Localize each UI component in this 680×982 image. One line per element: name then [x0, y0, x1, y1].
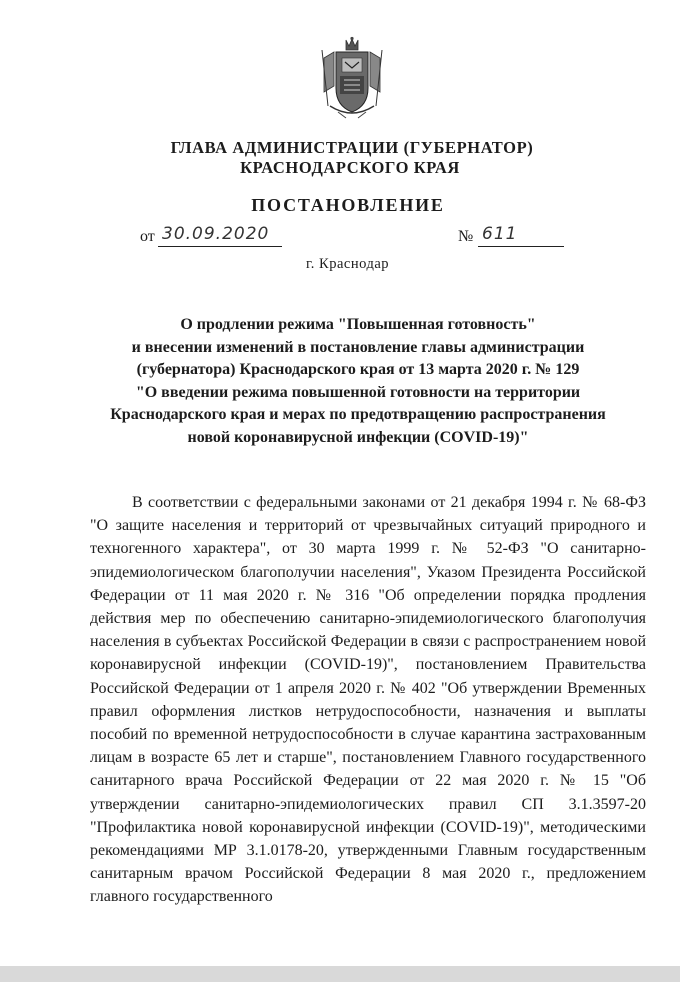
number-underline [478, 246, 564, 247]
handwritten-number: 611 [482, 224, 518, 244]
authority-heading: ГЛАВА АДМИНИСТРАЦИИ (ГУБЕРНАТОР) [170, 138, 534, 157]
title-line: О продлении режима "Повышенная готовность" [180, 316, 536, 333]
document-title [110, 314, 606, 450]
title-line: новой коронавирусной инфекции (COVID-19)" [187, 428, 529, 446]
document-type-heading: ПОСТАНОВЛЕНИЕ [251, 195, 445, 215]
body-paragraph: В соответствии с федеральными законами от 21 декабря 1994 г. № 68-ФЗ "О защите населения и территорий от чрезвычайных ситуаций природного и техногенного характера", от 30 марта 1999 г. № 52-ФЗ "О санитарно-эпидемиологическом благополучии населения", Указом Президента Российской Федерации от 11 мая 2020 г. № 316 "Об определении порядка продления действия мер по обеспечению санитарно-эпидемиологического благополучия населения в субъектах Российской Федерации в связи с распространением новой коронавирусной инфекции (COVID-19)", постановлением Правительства Российской Федерации от 1 апреля 2020 г. № 402 "Об утверждении Временных правил оформления листков нетрудоспособности, назначения и выплаты пособий по временной нетрудоспособности в случае карантина застрахованным лицам в возрасте 65 лет и старше", постановлением Главного государственного санитарного врача Российской Федерации от 22 мая 2020 г. № 15 "Об утверждении санитарно-эпидемиологических правил СП 3.1.3597-20 "Профилактика новой коронавирусной инфекции (COVID-19)", методическими рекомендациями МР 3.1.0178-20, утвержденными Главным государственным санитарным врачом Российской Федерации 8 мая 2020 г., предложением главного государственного [90, 494, 646, 906]
title-line: и внесении изменений в постановление главы администрации [131, 338, 585, 356]
number-prefix: № [458, 228, 474, 245]
city-name: г. Краснодар [306, 256, 390, 272]
date-number-row [0, 226, 680, 250]
title-line: (губернатора) Краснодарского края от 13 марта 2020 г. № 129 [136, 361, 580, 379]
coat-of-arms-icon [316, 36, 388, 122]
date-prefix: от [140, 228, 155, 245]
handwritten-date: 30.09.2020 [162, 224, 270, 244]
scan-edge [0, 966, 680, 982]
date-underline [158, 246, 282, 247]
title-line: "О введении режима повышенной готовности на территории [135, 383, 581, 401]
title-line: Краснодарского края и мерах по предотвращению распространения [110, 406, 606, 424]
region-heading: КРАСНОДАРСКОГО КРАЯ [240, 158, 460, 177]
